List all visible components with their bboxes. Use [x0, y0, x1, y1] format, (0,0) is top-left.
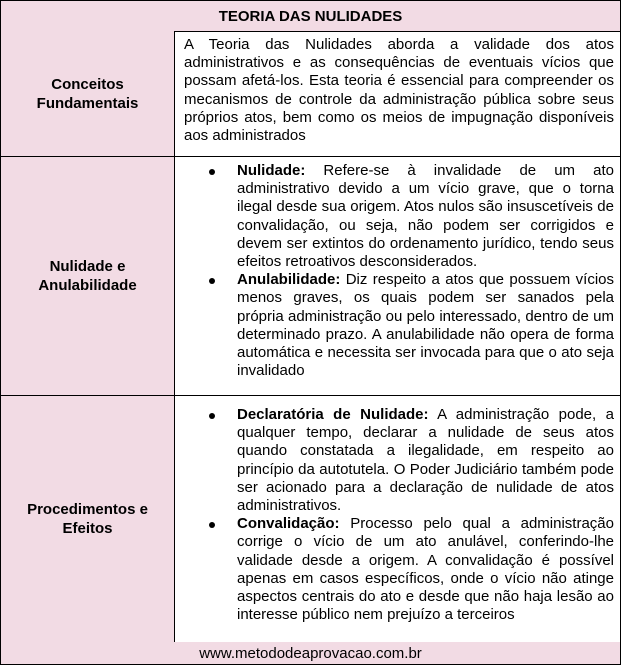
- item-text: Refere-se à invalidade de um ato administrativo devido a um vício grave, que o torna ilegal desde sua origem. Atos nulos são insuscetíveis de convalidação, ou seja, não podem ser corrigidos e devem ser extintos do ordenamento jurídico, tendo seus efeitos retroativos desconsiderados.: [237, 162, 614, 271]
- item-term: Declaratória de Nulidade:: [237, 406, 429, 423]
- list-item: [237, 406, 614, 515]
- item-term: Anulabilidade:: [237, 271, 341, 289]
- bullet-list: [184, 162, 614, 380]
- item-term: Nulidade:: [237, 162, 306, 179]
- list-item: [237, 271, 614, 380]
- table-row-procedimentos: [0, 396, 621, 643]
- bullet-icon: [209, 278, 215, 284]
- table-title-text: TEORIA DAS NULIDADES: [218, 7, 403, 25]
- footer-url: [0, 642, 621, 665]
- item-text: Processo pelo qual a administração corrige o vício de um ato anulável, conferindo-lhe validade desde a origem. A convalidação é possível apenas em casos específicos, onde o vício não atinge aspectos centrais do ato e desde que não haja lesão ao interesse público nem prejuízo a terceiros: [237, 515, 614, 624]
- bullet-icon: [209, 169, 215, 175]
- list-item: [237, 515, 614, 624]
- row-content: [176, 396, 620, 642]
- bullet-icon: [209, 413, 215, 419]
- row-paragraph: A Teoria das Nulidades aborda a validade dos atos administrativos e as consequências de eventuais vícios que possam afetá-los. Esta teoria é essencial para compreender os mecanismos de controle da administração pública sobre seus próprios atos, bem como os meios de impugnação disponíveis aos administrados: [184, 36, 614, 145]
- row-label: Nulidade e Anulabilidade: [1, 157, 175, 395]
- row-content: [176, 157, 620, 395]
- bullet-icon: [209, 522, 215, 528]
- row-content: [176, 31, 620, 156]
- item-text: A administração pode, a qualquer tempo, declarar a nulidade de seus atos quando constatada a ilegalidade, em respeito ao princípio da autotutela. O Poder Judiciário também pode ser acionado para a declaração de nulidade de atos administrativos.: [237, 406, 614, 515]
- row-label: Procedimentos e Efeitos: [1, 396, 175, 642]
- row-label: Conceitos Fundamentais: [1, 31, 175, 156]
- table-row-nulidade: [0, 157, 621, 396]
- list-item: [237, 162, 614, 271]
- footer-text: www.metododeaprovacao.com.br: [199, 644, 422, 662]
- table-title: [0, 0, 621, 32]
- table-row-conceitos: [0, 31, 621, 157]
- bullet-list: [184, 406, 614, 624]
- item-text: Diz respeito a atos que possuem vícios menos graves, os quais podem ser sanados pela própria administração ou pelo interessado, dentro de um determinado prazo. A anulabilidade não opera de forma automática e necessita ser invocada para que o ato seja invalidado: [237, 271, 614, 380]
- item-term: Convalidação:: [237, 515, 340, 533]
